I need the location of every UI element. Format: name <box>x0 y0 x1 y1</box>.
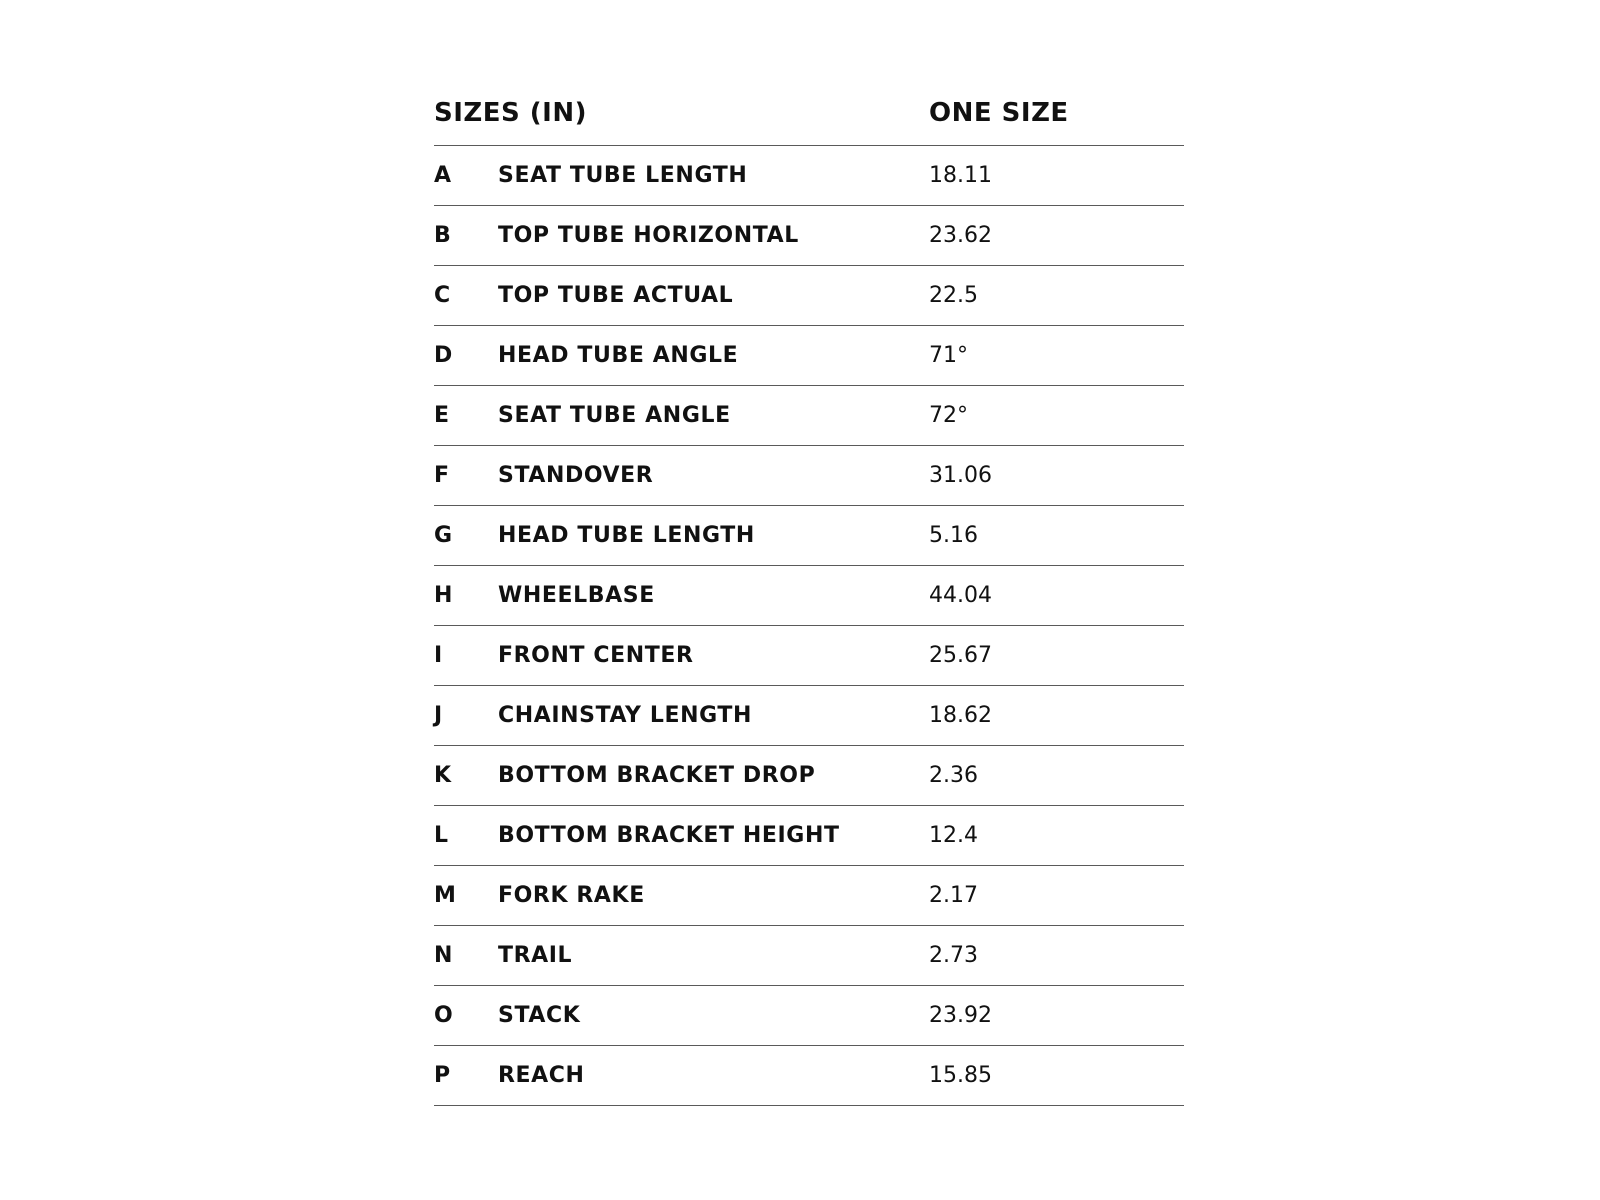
row-value: 15.85 <box>929 1063 992 1088</box>
row-label: TRAIL <box>498 943 573 968</box>
row-value: 23.92 <box>929 1003 992 1028</box>
row-value: 12.4 <box>929 823 978 848</box>
row-value: 22.5 <box>929 283 978 308</box>
row-letter: O <box>434 1003 453 1028</box>
row-letter: K <box>434 763 452 788</box>
table-row <box>434 686 1184 746</box>
row-value: 44.04 <box>929 583 992 608</box>
table-row <box>434 866 1184 926</box>
table-row <box>434 1046 1184 1106</box>
row-letter: P <box>434 1063 451 1088</box>
one-size-header: ONE SIZE <box>929 98 1069 128</box>
row-value: 2.36 <box>929 763 978 788</box>
table-row <box>434 626 1184 686</box>
row-label: BOTTOM BRACKET DROP <box>498 763 816 788</box>
row-label: SEAT TUBE ANGLE <box>498 403 731 428</box>
row-label: HEAD TUBE ANGLE <box>498 343 739 368</box>
row-letter: E <box>434 403 450 428</box>
row-label: TOP TUBE HORIZONTAL <box>498 223 799 248</box>
row-letter: L <box>434 823 449 848</box>
table-row <box>434 986 1184 1046</box>
row-label: STACK <box>498 1003 581 1028</box>
sizes-header: SIZES (IN) <box>434 98 587 128</box>
row-letter: A <box>434 163 452 188</box>
row-letter: N <box>434 943 453 968</box>
row-letter: F <box>434 463 450 488</box>
row-label: TOP TUBE ACTUAL <box>498 283 734 308</box>
row-letter: D <box>434 343 453 368</box>
row-label: REACH <box>498 1063 585 1088</box>
row-value: 2.17 <box>929 883 978 908</box>
table-row <box>434 206 1184 266</box>
row-value: 18.62 <box>929 703 992 728</box>
table-row <box>434 806 1184 866</box>
row-label: FORK RAKE <box>498 883 645 908</box>
row-letter: M <box>434 883 456 908</box>
row-value: 5.16 <box>929 523 978 548</box>
row-letter: B <box>434 223 451 248</box>
row-value: 31.06 <box>929 463 992 488</box>
row-label: CHAINSTAY LENGTH <box>498 703 752 728</box>
row-letter: G <box>434 523 453 548</box>
row-letter: I <box>434 643 443 668</box>
row-value: 71° <box>929 343 968 368</box>
table-row <box>434 386 1184 446</box>
table-row <box>434 446 1184 506</box>
table-row <box>434 926 1184 986</box>
row-value: 18.11 <box>929 163 992 188</box>
table-row <box>434 566 1184 626</box>
table-row <box>434 326 1184 386</box>
row-value: 25.67 <box>929 643 992 668</box>
table-row <box>434 266 1184 326</box>
table-row <box>434 506 1184 566</box>
row-letter: H <box>434 583 453 608</box>
table-row <box>434 146 1184 206</box>
row-value: 72° <box>929 403 968 428</box>
row-label: BOTTOM BRACKET HEIGHT <box>498 823 840 848</box>
row-label: FRONT CENTER <box>498 643 694 668</box>
row-label: STANDOVER <box>498 463 654 488</box>
row-value: 2.73 <box>929 943 978 968</box>
table-header <box>434 86 1184 146</box>
geometry-table <box>434 86 1184 1106</box>
row-label: HEAD TUBE LENGTH <box>498 523 755 548</box>
row-label: WHEELBASE <box>498 583 655 608</box>
table-body <box>434 146 1184 1106</box>
table-row <box>434 746 1184 806</box>
row-letter: C <box>434 283 451 308</box>
row-label: SEAT TUBE LENGTH <box>498 163 748 188</box>
row-value: 23.62 <box>929 223 992 248</box>
row-letter: J <box>434 703 443 728</box>
